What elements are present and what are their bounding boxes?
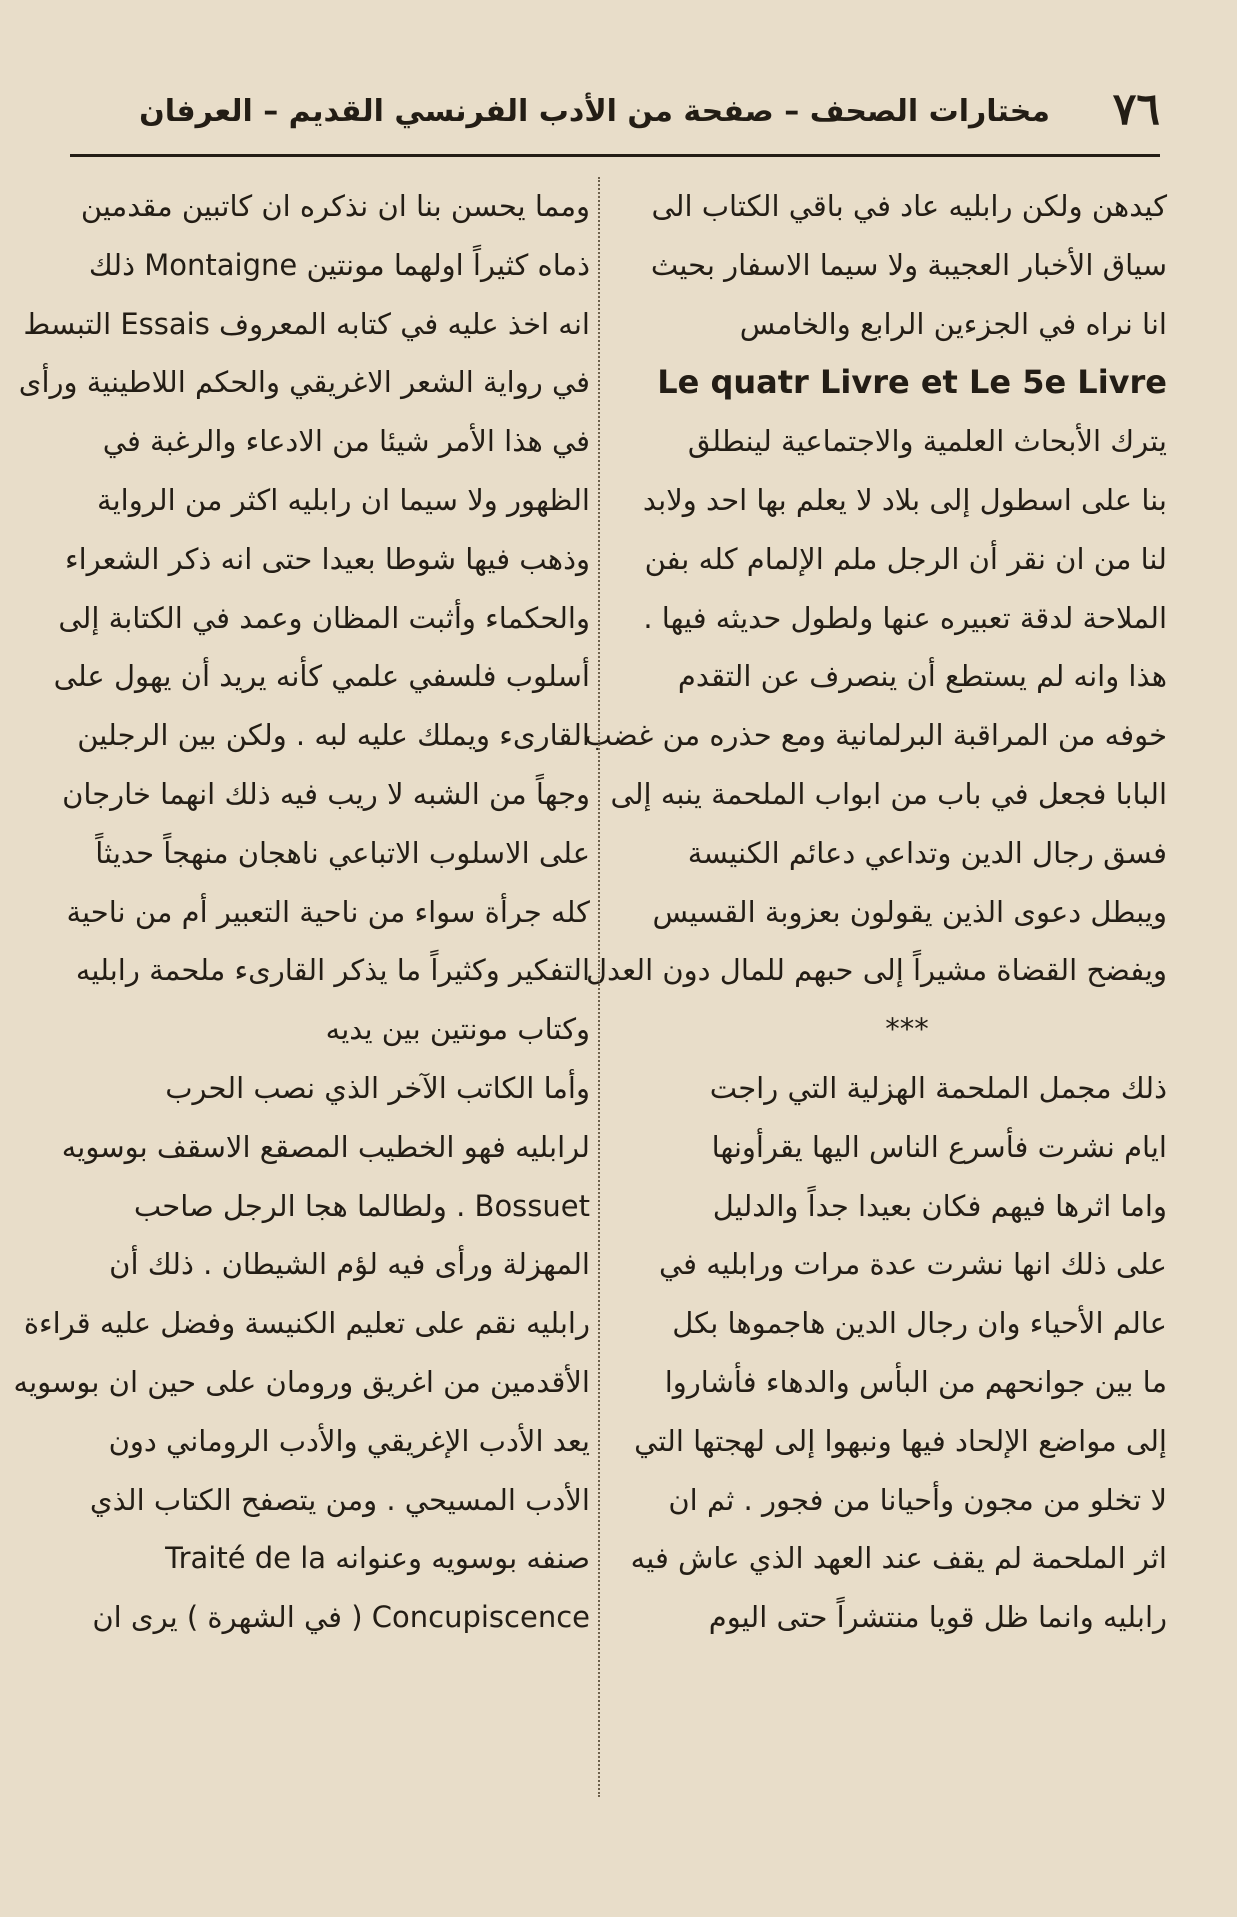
text-line: البابا فجعل في باب من ابواب الملحمة ينبه إلى <box>610 776 1167 811</box>
text-line: كله جرأة سواء من ناحية التعبير أم من ناحية <box>66 894 590 929</box>
text-line: وكتاب مونتين بين يديه <box>325 1012 590 1047</box>
text-line: ذلك مجمل الملحمة الهزلية التي راجت <box>709 1070 1167 1105</box>
text-line: وأما الكاتب الآخر الذي نصب الحرب <box>165 1070 590 1105</box>
text-line: بنا على اسطول إلى بلاد لا يعلم بها احد ولابد <box>642 482 1167 517</box>
header-rule <box>70 154 1160 157</box>
text-line: ومما يحسن بنا ان نذكره ان كاتبين مقدمين <box>80 189 590 223</box>
right-column <box>584 177 1167 1647</box>
text-line: أسلوب فلسفي علمي كأنه يريد أن يهول على <box>53 659 590 694</box>
text-line: الملاحة لدقة تعبيره عنها ولطول حديثه فيها . <box>643 600 1167 635</box>
text-line: صنفه بوسويه وعنوانه Traité de la <box>165 1541 590 1576</box>
text-line: والحكماء وأثبت المظان وعمد في الكتابة إلى <box>58 600 590 635</box>
column-divider <box>598 177 600 1797</box>
text-line: على الاسلوب الاتباعي ناهجان منهجاً حديثاً <box>95 835 590 870</box>
text-line: وذهب فيها شوطا بعيدا حتى انه ذكر الشعراء <box>64 541 590 576</box>
text-line: انه اخذ عليه في كتابه المعروف Essais التبسط <box>23 306 590 341</box>
text-line: القارىء ويملك عليه لبه . ولكن بين الرجلين <box>77 718 590 753</box>
left-column <box>13 177 590 1647</box>
text-line: كيدهن ولكن رابليه عاد في باقي الكتاب الى <box>651 189 1167 223</box>
text-line: لا تخلو من مجون وأحيانا من فجور . ثم ان <box>668 1482 1167 1517</box>
text-line: المهزلة ورأى فيه لؤم الشيطان . ذلك أن <box>109 1247 590 1282</box>
text-line: يترك الأبحاث العلمية والاجتماعية لينطلق <box>687 424 1167 459</box>
text-line: رابليه وانما ظل قويا منتشراً حتى اليوم <box>708 1600 1167 1635</box>
text-line: الظهور ولا سيما ان رابليه اكثر من الرواية <box>97 482 590 517</box>
text-line: إلى مواضع الإلحاد فيها ونبهوا إلى لهجتها التي <box>634 1423 1167 1458</box>
text-line: وجهاً من الشبه لا ريب فيه ذلك انهما خارجان <box>62 776 590 811</box>
text-line: يعد الأدب الإغريقي والأدب الروماني دون <box>108 1423 590 1458</box>
text-line: الأدب المسيحي . ومن يتصفح الكتاب الذي <box>89 1482 590 1517</box>
text-line: ما بين جوانحهم من البأس والدهاء فأشاروا <box>664 1364 1167 1399</box>
text-line: اثر الملحمة لم يقف عند العهد الذي عاش فيه <box>630 1541 1167 1576</box>
page-header <box>70 84 1160 148</box>
text-line: ويبطل دعوى الذين يقولون بعزوبة القسيس <box>652 894 1167 929</box>
text-line: ايام نشرت فأسرع الناس اليها يقرأونها <box>711 1129 1167 1164</box>
text-line: Le quatr Livre et Le 5e Livre <box>657 363 1167 402</box>
text-line: الأقدمين من اغريق ورومان على حين ان بوسويه <box>13 1364 590 1399</box>
text-line: سياق الأخبار العجيبة ولا سيما الاسفار بحيث <box>650 247 1167 282</box>
text-line: هذا وانه لم يستطع أن ينصرف عن التقدم <box>677 659 1167 694</box>
text-line: ويفضح القضاة مشيراً إلى حبهم للمال دون العدل <box>585 953 1167 988</box>
text-line: رابليه نقم على تعليم الكنيسة وفضل عليه قراءة <box>23 1306 590 1341</box>
text-line: انا نراه في الجزءين الرابع والخامس <box>739 306 1167 341</box>
text-line: واما اثرها فيهم فكان بعيدا جداً والدليل <box>712 1188 1167 1223</box>
text-line: خوفه من المراقبة البرلمانية ومع حذره من غضب <box>584 718 1167 753</box>
text-line: Bossuet . ولطالما هجا الرجل صاحب <box>133 1188 590 1223</box>
text-line: ذماه كثيراً اولهما مونتين Montaigne ذلك <box>88 247 590 282</box>
text-line: في رواية الشعر الاغريقي والحكم اللاطينية ورأى <box>18 365 590 400</box>
section-separator: *** <box>885 1012 929 1047</box>
text-line: Concupiscence ( في الشهرة ) يرى ان <box>92 1600 590 1635</box>
text-line: على ذلك انها نشرت عدة مرات ورابليه في <box>658 1247 1167 1282</box>
page-number: ٧٦ <box>1112 84 1160 135</box>
text-line: في هذا الأمر شيئا من الادعاء والرغبة في <box>102 424 590 459</box>
text-line: التفكير وكثيراً ما يذكر القارىء ملحمة رابليه <box>75 953 590 988</box>
running-title: مختارات الصحف – صفحة من الأدب الفرنسي القديم – العرفان <box>139 94 1050 129</box>
text-line: فسق رجال الدين وتداعي دعائم الكنيسة <box>687 835 1167 870</box>
text-line: عالم الأحياء وان رجال الدين هاجموها بكل <box>672 1306 1167 1341</box>
text-line: لنا من ان نقر أن الرجل ملم الإلمام كله بفن <box>644 541 1167 576</box>
text-line: لرابليه فهو الخطيب المصقع الاسقف بوسويه <box>61 1129 590 1164</box>
